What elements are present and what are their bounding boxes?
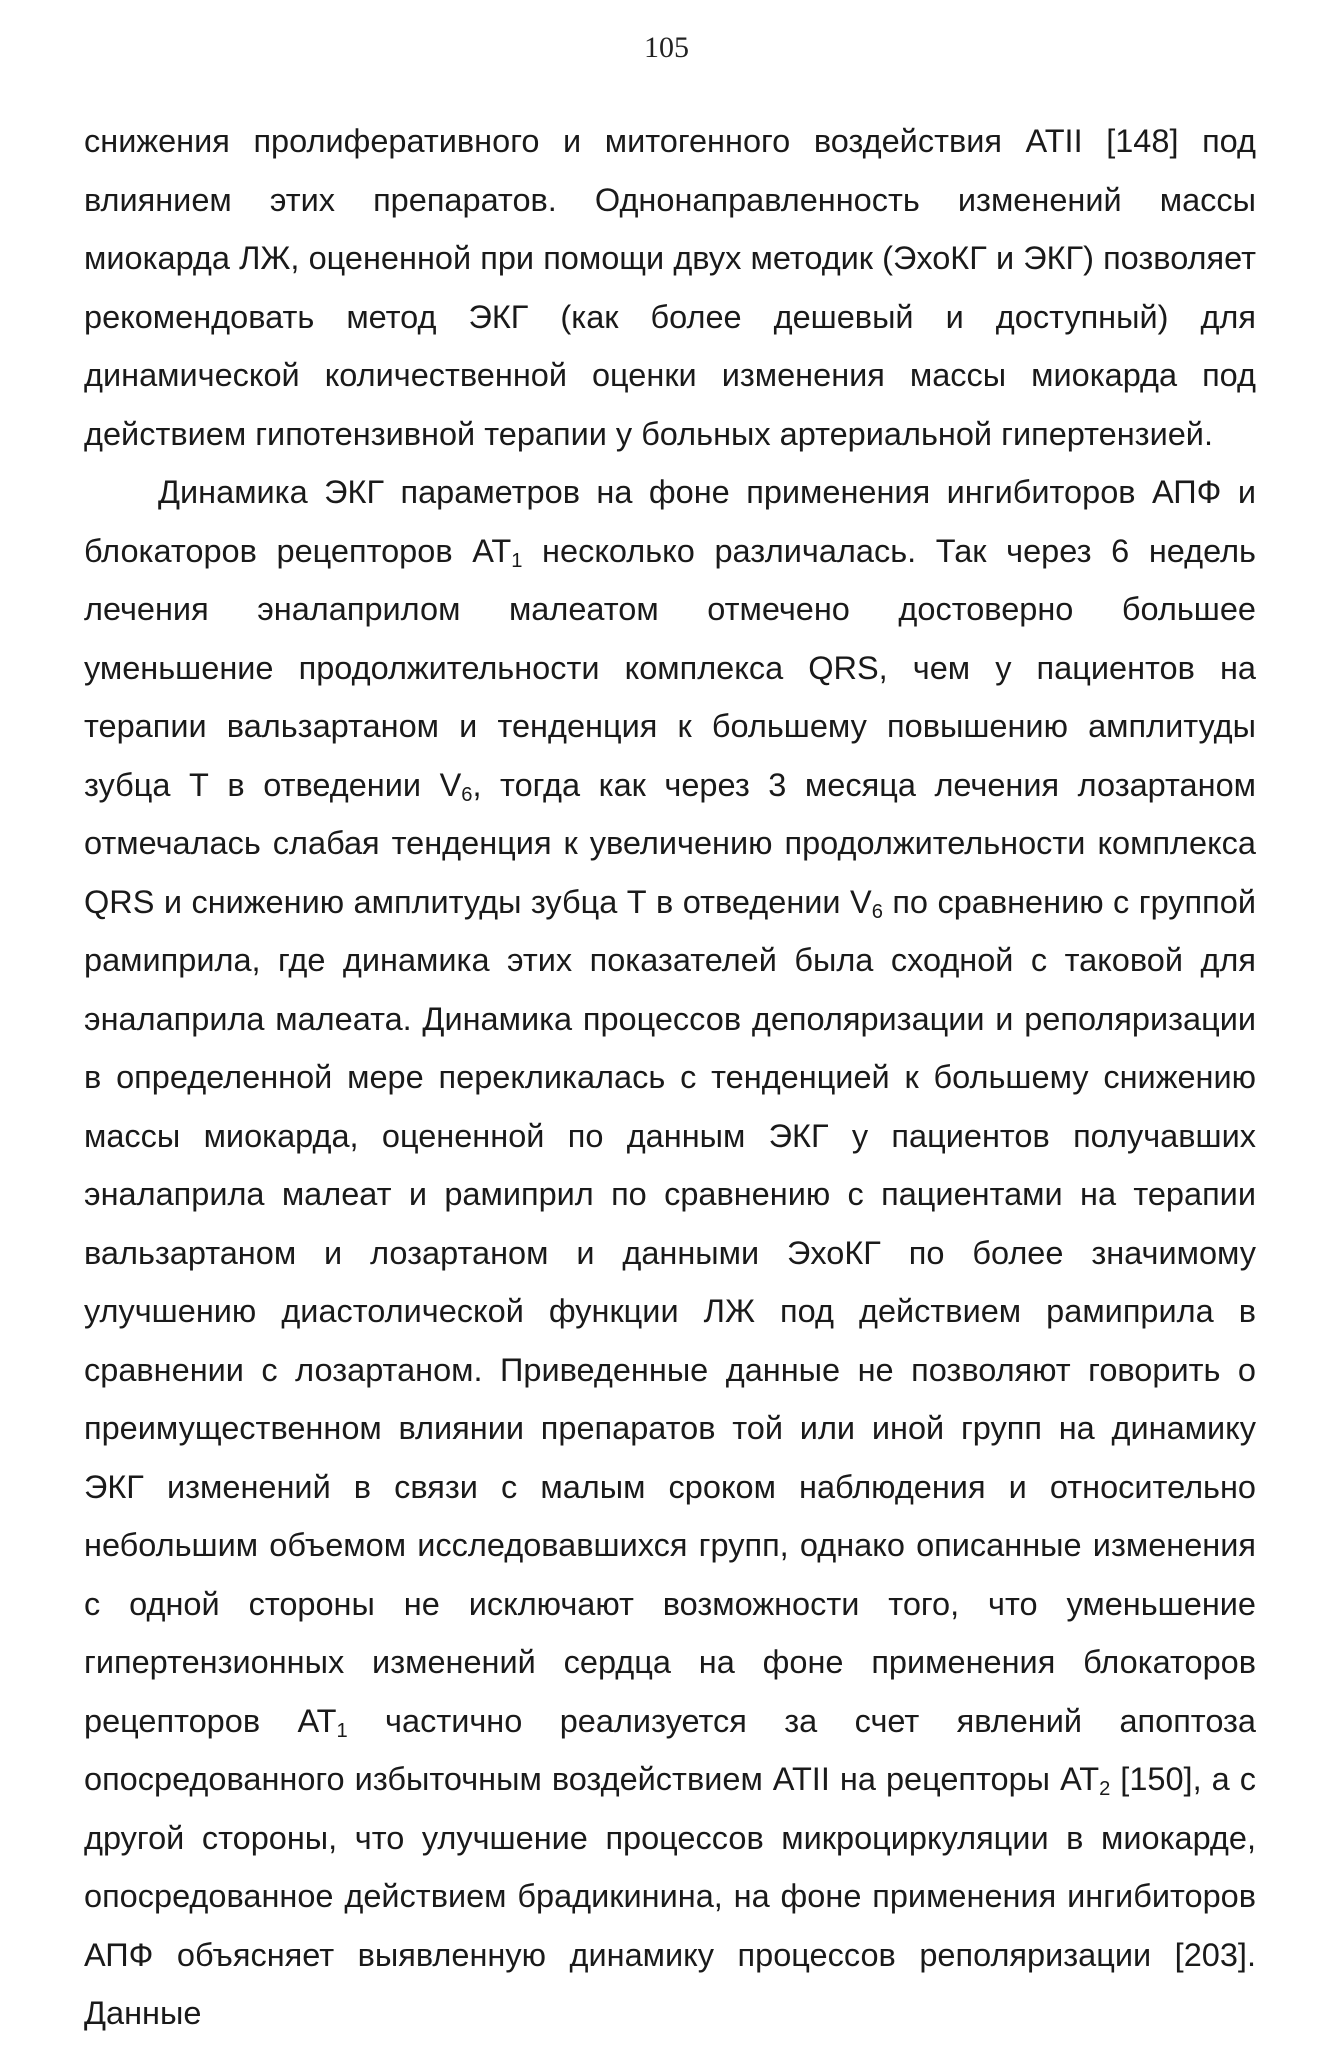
text-run: несколько различалась. Так через 6 недель лечения эналаприлом малеатом отмечено достоверно большее уменьшение продолжительности комплекса QRS, чем у пациентов на терапии вальзартаном и тенденция к большему повышению амплитуды зубца Т в отведении V <box>84 532 1256 803</box>
subscript: 1 <box>511 549 523 572</box>
page-number: 105 <box>644 31 689 64</box>
text-run: частично реализуется за счет явлений апоптоза опосредованного избыточным воздействием АТII на рецепторы АТ <box>84 1702 1257 1797</box>
text-run: снижения пролиферативного и митогенного воздействия АТII [148] под влиянием этих препаратов. Однонаправленность изменений массы миокарда ЛЖ, оцененной при помощи двух методик (ЭхоКГ и ЭКГ) позволяет рекомендовать метод ЭКГ (как более дешевый и доступный) для динамической количественной оценки изменения массы миокарда под действием гипотензивной терапии у больных артериальной гипертензией. <box>84 123 1256 452</box>
subscript: 1 <box>336 1719 348 1742</box>
body-text <box>84 112 1256 2043</box>
paragraph-2 <box>84 463 1256 2043</box>
subscript: 6 <box>871 900 883 923</box>
text-run: [150], а с другой стороны, что улучшение процессов микроциркуляции в миокарде, опосредованное действием брадикинина, на фоне применения ингибиторов АПФ объясняет выявленную динамику процессов реполяризации [203]. Данные <box>84 1761 1256 2031</box>
text-run: , тогда как через 3 месяца лечения лозартаном отмечалась слабая тенденция к увеличению продолжительности комплекса QRS и снижению амплитуды зубца Т в отведении V <box>84 766 1257 920</box>
text-run: Динамика ЭКГ параметров на фоне применения ингибиторов АПФ и блокаторов рецепторов АТ <box>84 474 1256 569</box>
text-run: по сравнению с группой рамиприла, где динамика этих показателей была сходной с таковой для эналаприла малеата. Динамика процессов деполяризации и реполяризации в определенной мере перекликалась с тенденцией к большему снижению массы миокарда, оцененной по данным ЭКГ у пациентов получавших эналаприла малеат и рамиприл по сравнению с пациентами на терапии вальзартаном и лозартаном и данными ЭхоКГ по более значимому улучшению диастолической функции ЛЖ под действием рамиприла в сравнении с лозартаном. Приведенные данные не позволяют говорить о преимущественном влиянии препаратов той или иной групп на динамику ЭКГ изменений в связи с малым сроком наблюдения и относительно небольшим объемом исследовавшихся групп, однако описанные изменения с одной стороны не исключают возможности того, что уменьшение гипертензионных изменений сердца на фоне применения блокаторов рецепторов АТ <box>84 883 1256 1739</box>
subscript: 2 <box>1099 1778 1111 1801</box>
subscript: 6 <box>461 783 473 806</box>
paragraph-1 <box>84 112 1256 463</box>
